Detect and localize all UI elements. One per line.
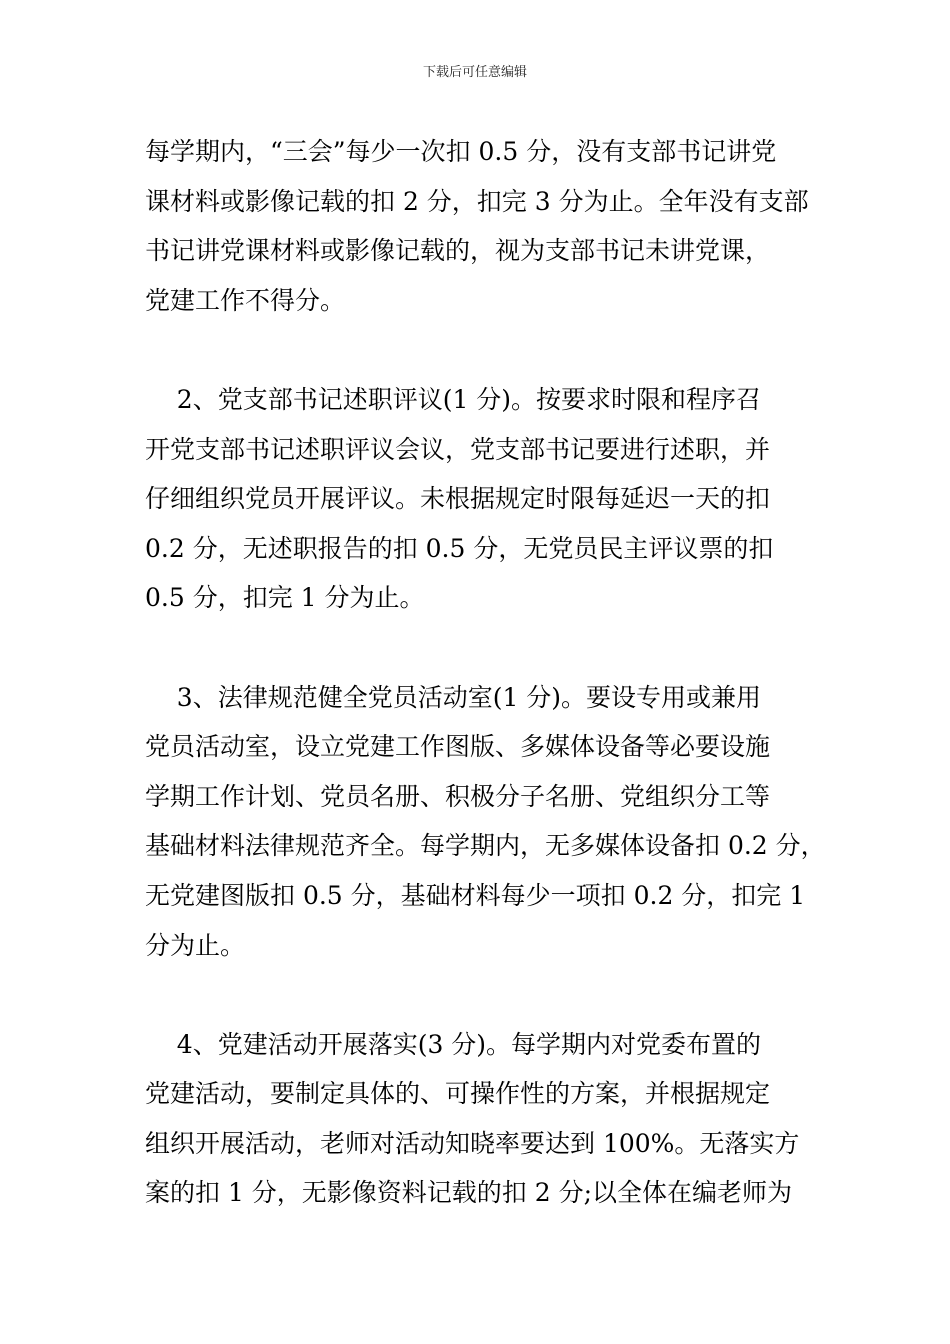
text-line: 案的扣 1 分，无影像资料记载的扣 2 分;以全体在编老师为 — [145, 1178, 793, 1208]
text-line: 组织开展活动，老师对活动知晓率要达到 100%。无落实方 — [145, 1128, 800, 1158]
paragraph-3 — [145, 673, 826, 971]
text-line: 课材料或影像记载的扣 2 分，扣完 3 分为止。全年没有支部 — [145, 186, 809, 216]
paragraph-1 — [145, 127, 817, 325]
text-line: 3、法律规范健全党员活动室(1 分)。要设专用或兼用 — [145, 682, 762, 712]
text-line: 分为止。 — [145, 930, 246, 960]
text-line: 学期工作计划、党员名册、积极分子名册、党组织分工等 — [145, 781, 771, 811]
text-line: 开党支部书记述职评议会议，党支部书记要进行述职，并 — [145, 434, 771, 464]
document-body — [145, 127, 826, 1218]
paragraph-gap — [145, 623, 817, 673]
paragraph-2 — [145, 375, 817, 623]
page-header: 下载后可任意编辑 — [422, 65, 527, 80]
paragraph-gap — [145, 970, 817, 1020]
text-line: 仔细组织党员开展评议。未根据规定时限每延迟一天的扣 — [145, 484, 771, 514]
paragraph-4 — [145, 1020, 817, 1218]
text-line: 党建活动，要制定具体的、可操作性的方案，并根据规定 — [145, 1079, 771, 1109]
text-line: 党建工作不得分。 — [145, 285, 346, 315]
text-line: 2、党支部书记述职评议(1 分)。按要求时限和程序召 — [145, 384, 762, 414]
text-line: 无党建图版扣 0.5 分，基础材料每少一项扣 0.2 分，扣完 1 — [145, 880, 806, 910]
text-line: 基础材料法律规范齐全。每学期内，无多媒体设备扣 0.2 分， — [145, 831, 826, 861]
text-line: 4、党建活动开展落实(3 分)。每学期内对党委布置的 — [145, 1029, 762, 1059]
text-line: 每学期内，“三会”每少一次扣 0.5 分，没有支部书记讲党 — [145, 137, 777, 166]
text-line: 0.2 分，无述职报告的扣 0.5 分，无党员民主评议票的扣 — [145, 533, 774, 563]
text-line: 党员活动室，设立党建工作图版、多媒体设备等必要设施 — [145, 732, 771, 762]
text-line: 书记讲党课材料或影像记载的，视为支部书记未讲党课， — [145, 236, 771, 266]
text-line: 0.5 分，扣完 1 分为止。 — [145, 583, 425, 613]
paragraph-gap — [145, 325, 817, 375]
